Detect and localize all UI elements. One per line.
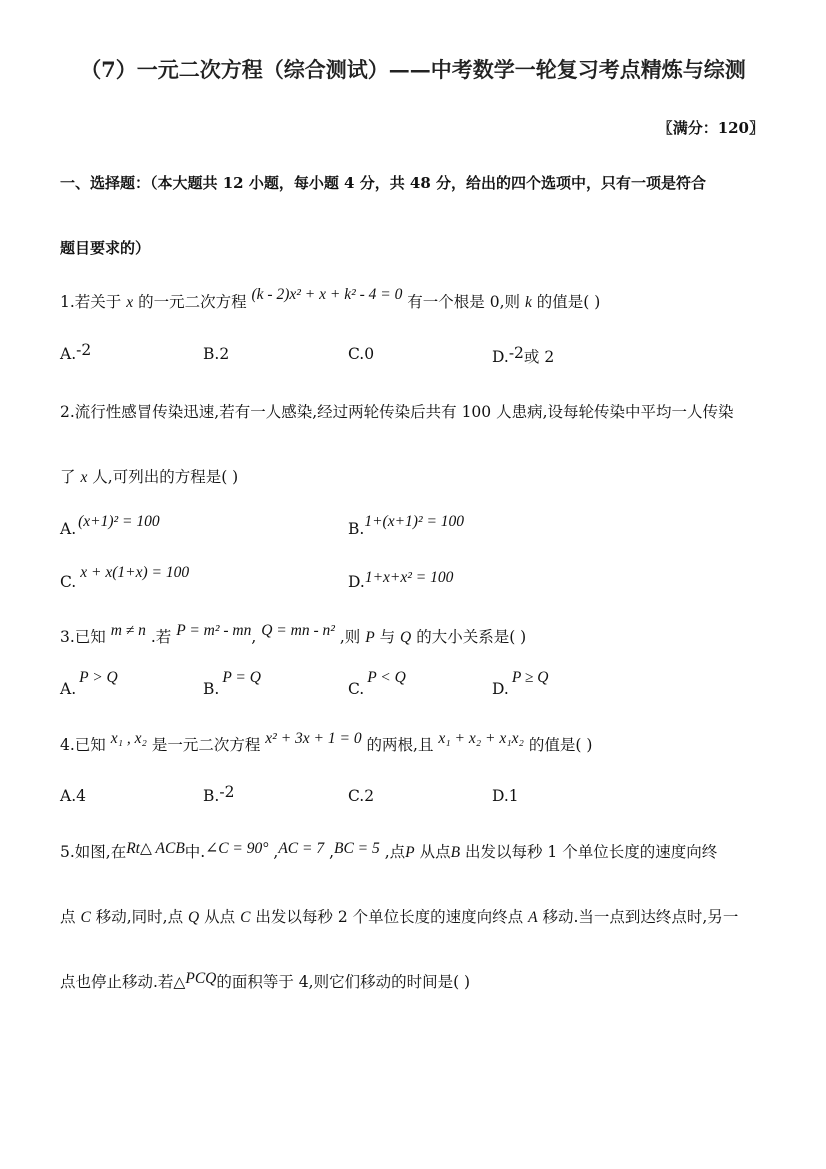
q2-option-a[interactable]: A. (x+1)² = 100 [60,513,160,538]
section-heading-line1: 一、选择题：（本大题共 12 小题，每小题 4 分，共 48 分，给出的四个选项中，只有一项是符合 [60,174,707,192]
question-4-stem: 4.已知 x₁ , x₂ 是一元二次方程 x² + 3x + 1 = 0 的两根,且 x₁ + x₂ + x₁x₂ 的值是( ) [60,730,593,754]
q4-option-c[interactable]: C.2 [348,787,375,805]
page-title: （7）一元二次方程（综合测试）——中考数学一轮复习考点精炼与综测 [80,57,746,82]
q4-option-a[interactable]: A.4 [60,787,86,805]
question-5-stem-line1: 5.如图,在Rt△ ACB中.∠C = 90° ,AC = 7 ,BC = 5 ,点P 从点B 出发以每秒 1 个单位长度的速度向终 [60,840,718,861]
question-2-stem-line2: 了 x 人,可列出的方程是( ) [60,468,239,486]
q2-option-b[interactable]: B.1+(x+1)² = 100 [348,513,465,538]
question-1-equation: (k - 2)x² + x + k² - 4 = 0 [251,286,403,303]
q1-option-b[interactable]: B.2 [203,345,230,363]
question-1-stem: 1.若关于 x 的一元二次方程 (k - 2)x² + x + k² - 4 = 0 有一个根是 0,则 k 的值是( ) [60,286,601,311]
q4-option-d[interactable]: D.1 [492,787,519,805]
section-heading-line2: 题目要求的） [60,239,151,257]
question-5-stem-line3: 点也停止移动.若△PCQ的面积等于 4,则它们移动的时间是( ) [60,970,471,991]
question-2-stem-line1: 2.流行性感冒传染迅速,若有一人感染,经过两轮传染后共有 100 人患病,设每轮传染中平均一人传染 [60,403,734,421]
q1-option-c[interactable]: C.0 [348,345,375,363]
q3-option-c[interactable]: C.P < Q [348,669,406,698]
q1-option-d[interactable]: D.-2或 2 [492,344,555,366]
q1-option-a[interactable]: A.-2 [60,341,92,363]
q2-option-c[interactable]: C.x + x(1+x) = 100 [60,564,190,591]
q3-option-d[interactable]: D.P ≥ Q [492,669,549,698]
question-3-stem: 3.已知 m ≠ n .若 P = m² - mn, Q = mn - n² ,则 P 与 Q 的大小关系是( ) [60,622,527,646]
question-5-stem-line2: 点 C 移动,同时,点 Q 从点 C 出发以每秒 2 个单位长度的速度向终点 A 移动.当一点到达终点时,另一 [60,908,739,926]
q4-option-b[interactable]: B.-2 [203,783,235,805]
full-score: 〖满分：120〗 [657,119,764,137]
q2-option-d[interactable]: D.1+x+x² = 100 [348,569,454,591]
q3-option-b[interactable]: B.P = Q [203,669,261,698]
q3-option-a[interactable]: A.P > Q [60,669,118,698]
